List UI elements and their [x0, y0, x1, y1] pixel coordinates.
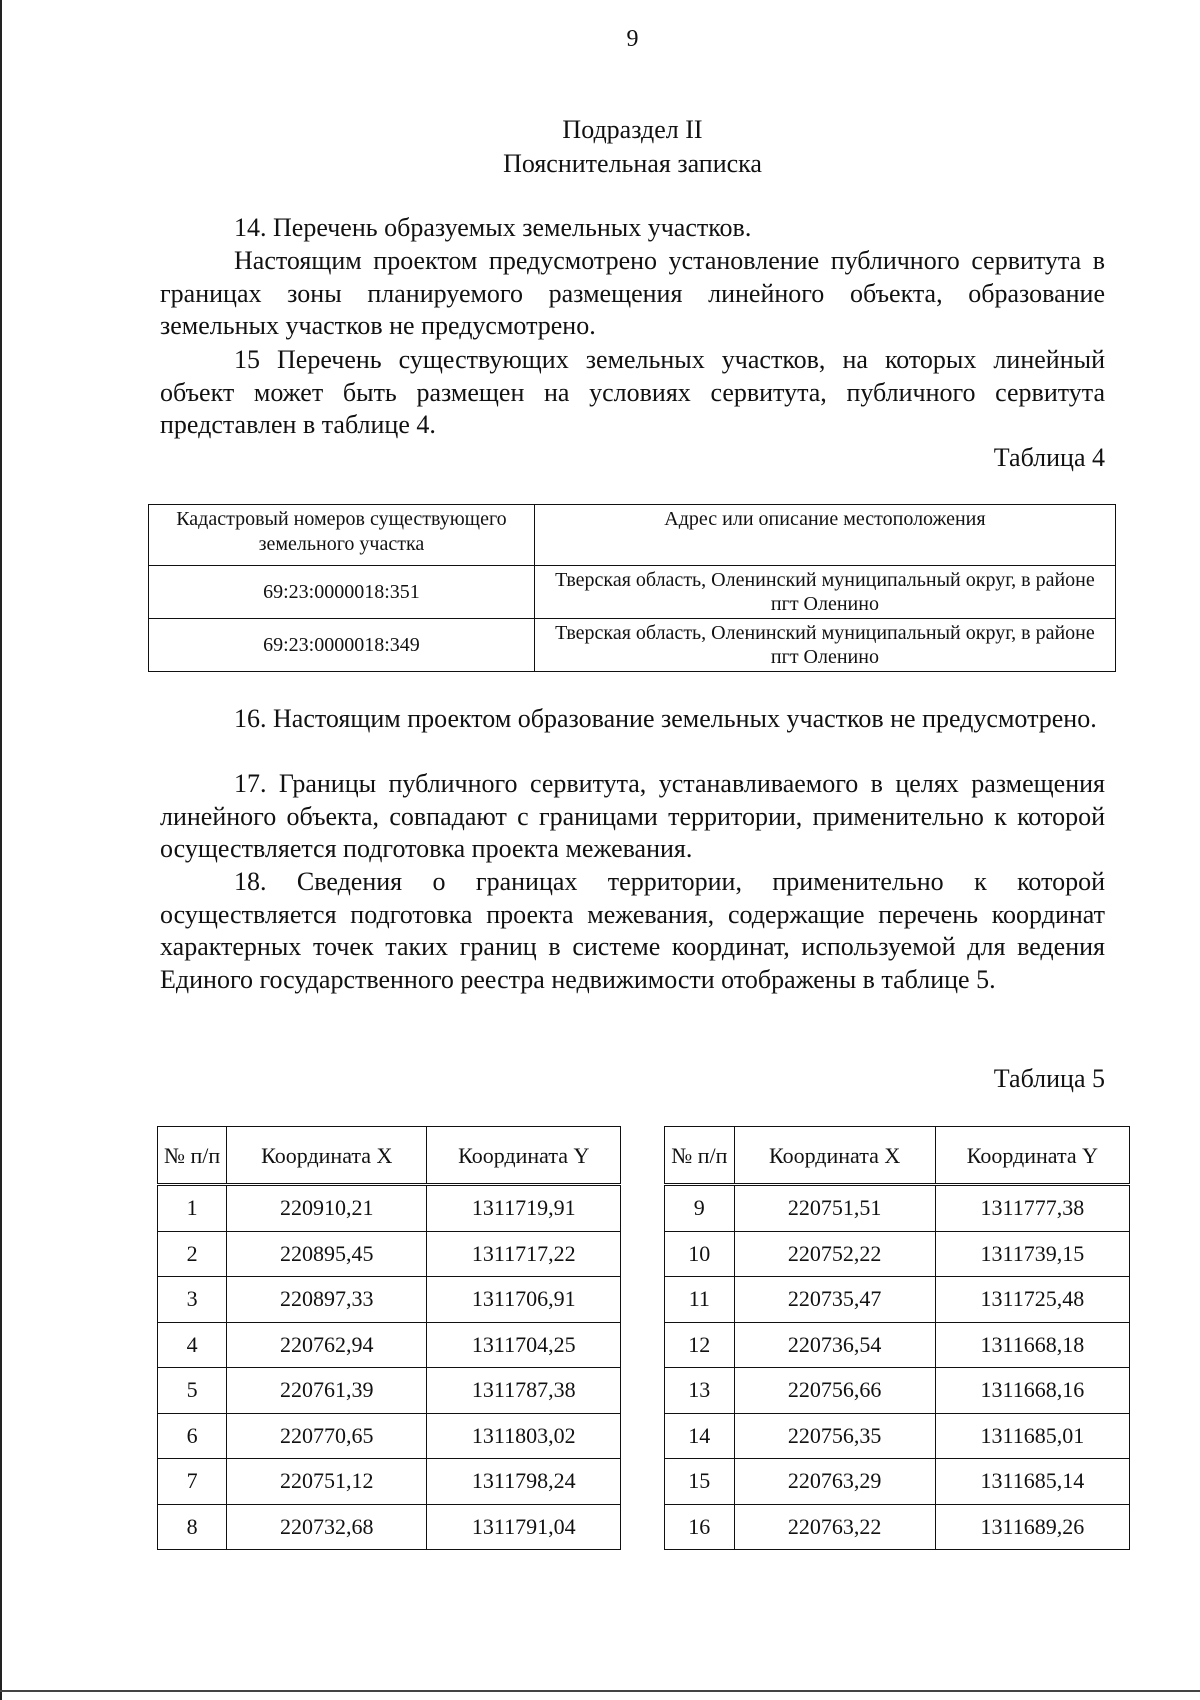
coordinate-y: 1311798,24 — [427, 1459, 621, 1505]
paragraph-17: 17. Границы публичного сервитута, устанавливаемого в целях размещения линейного объекта, совпадают с границами территории, применительно к которой осуществляется подготовка проекта межевания. — [160, 769, 1105, 863]
table-row — [665, 1504, 1130, 1550]
table-header-row — [149, 505, 1116, 566]
table-4-caption: Таблица 4 — [993, 443, 1105, 472]
coordinates-table-left — [157, 1126, 621, 1550]
coordinate-x: 220752,22 — [734, 1231, 935, 1277]
table-row — [158, 1185, 621, 1232]
subsection-title: Подраздел II — [562, 115, 703, 144]
coordinate-y: 1311685,01 — [935, 1413, 1129, 1459]
header-coordinate-y: Координата Y — [935, 1127, 1129, 1185]
point-number: 13 — [665, 1368, 735, 1414]
coordinate-y: 1311706,91 — [427, 1277, 621, 1323]
coordinate-x: 220895,45 — [227, 1231, 427, 1277]
table-row — [149, 566, 1116, 619]
table-header-row — [158, 1127, 621, 1185]
coordinate-y: 1311668,16 — [935, 1368, 1129, 1414]
address-cell: Тверская область, Оленинский муниципальный округ, в районе пгт Оленино — [534, 619, 1115, 672]
point-number: 5 — [158, 1368, 227, 1414]
coordinate-x: 220751,12 — [227, 1459, 427, 1505]
table-row — [158, 1322, 621, 1368]
table-row — [158, 1413, 621, 1459]
table-row — [665, 1459, 1130, 1505]
coordinate-x: 220897,33 — [227, 1277, 427, 1323]
coordinate-y: 1311704,25 — [427, 1322, 621, 1368]
header-number: № п/п — [665, 1127, 735, 1185]
coordinate-y: 1311668,18 — [935, 1322, 1129, 1368]
coordinate-x: 220735,47 — [734, 1277, 935, 1323]
cadastral-table — [148, 504, 1116, 672]
paragraph-15: 15 Перечень существующих земельных участков, на которых линейный объект может быть размещен на условиях сервитута, публичного сервитута представлен в таблице 4. — [160, 345, 1105, 439]
header-cadastral: Кадастровый номеров существующего земельного участка — [149, 505, 535, 566]
coordinate-x: 220910,21 — [227, 1185, 427, 1232]
point-number: 14 — [665, 1413, 735, 1459]
point-number: 8 — [158, 1504, 227, 1550]
table-5-caption: Таблица 5 — [993, 1064, 1105, 1093]
point-number: 7 — [158, 1459, 227, 1505]
paragraph-14-body: Настоящим проектом предусмотрено установление публичного сервитута в границах зоны планируемого размещения линейного объекта, образование земельных участков не предусмотрено. — [160, 246, 1105, 340]
table-row — [665, 1368, 1130, 1414]
page-edge-bottom — [0, 1690, 1200, 1692]
coordinate-x: 220761,39 — [227, 1368, 427, 1414]
coordinate-x: 220756,66 — [734, 1368, 935, 1414]
coordinate-x: 220770,65 — [227, 1413, 427, 1459]
page-edge-left — [0, 0, 2, 1700]
cadastral-number: 69:23:0000018:349 — [149, 619, 535, 672]
point-number: 12 — [665, 1322, 735, 1368]
point-number: 11 — [665, 1277, 735, 1323]
point-number: 2 — [158, 1231, 227, 1277]
table-row — [665, 1322, 1130, 1368]
page-number: 9 — [626, 26, 639, 52]
coordinates-table-right — [664, 1126, 1130, 1550]
coordinate-y: 1311719,91 — [427, 1185, 621, 1232]
coordinate-x: 220751,51 — [734, 1185, 935, 1232]
header-coordinate-y: Координата Y — [427, 1127, 621, 1185]
table-row — [158, 1231, 621, 1277]
section-subtitle: Пояснительная записка — [503, 149, 762, 178]
table-row — [665, 1277, 1130, 1323]
table-row — [158, 1459, 621, 1505]
coordinate-x: 220763,29 — [734, 1459, 935, 1505]
point-number: 3 — [158, 1277, 227, 1323]
coordinate-y: 1311689,26 — [935, 1504, 1129, 1550]
coordinate-x: 220736,54 — [734, 1322, 935, 1368]
coordinate-y: 1311791,04 — [427, 1504, 621, 1550]
paragraph-18: 18. Сведения о границах территории, применительно к которой осуществляется подготовка проекта межевания, содержащие перечень координат характерных точек таких границ в системе координат, используемой для ведения Единого государственного реестра недвижимости отображены в таблице 5. — [160, 867, 1105, 994]
point-number: 6 — [158, 1413, 227, 1459]
coordinate-y: 1311787,38 — [427, 1368, 621, 1414]
table-row — [149, 619, 1116, 672]
coordinate-y: 1311717,22 — [427, 1231, 621, 1277]
coordinate-x: 220732,68 — [227, 1504, 427, 1550]
header-address: Адрес или описание местоположения — [534, 505, 1115, 566]
table-row — [665, 1413, 1130, 1459]
coordinate-y: 1311803,02 — [427, 1413, 621, 1459]
table-row — [665, 1231, 1130, 1277]
table-row — [158, 1368, 621, 1414]
table-row — [158, 1277, 621, 1323]
coordinate-x: 220762,94 — [227, 1322, 427, 1368]
cadastral-number: 69:23:0000018:351 — [149, 566, 535, 619]
paragraph-14-title: 14. Перечень образуемых земельных участков. — [234, 213, 752, 242]
coordinate-y: 1311725,48 — [935, 1277, 1129, 1323]
point-number: 15 — [665, 1459, 735, 1505]
point-number: 1 — [158, 1185, 227, 1232]
table-row — [158, 1504, 621, 1550]
table-row — [665, 1185, 1130, 1232]
coordinate-y: 1311685,14 — [935, 1459, 1129, 1505]
paragraph-16: 16. Настоящим проектом образование земельных участков не предусмотрено. — [234, 704, 1097, 733]
coordinate-x: 220756,35 — [734, 1413, 935, 1459]
coordinate-y: 1311739,15 — [935, 1231, 1129, 1277]
point-number: 9 — [665, 1185, 735, 1232]
coordinate-x: 220763,22 — [734, 1504, 935, 1550]
point-number: 10 — [665, 1231, 735, 1277]
point-number: 16 — [665, 1504, 735, 1550]
point-number: 4 — [158, 1322, 227, 1368]
table-header-row — [665, 1127, 1130, 1185]
header-coordinate-x: Координата X — [227, 1127, 427, 1185]
header-coordinate-x: Координата X — [734, 1127, 935, 1185]
header-number: № п/п — [158, 1127, 227, 1185]
address-cell: Тверская область, Оленинский муниципальный округ, в районе пгт Оленино — [534, 566, 1115, 619]
coordinate-y: 1311777,38 — [935, 1185, 1129, 1232]
